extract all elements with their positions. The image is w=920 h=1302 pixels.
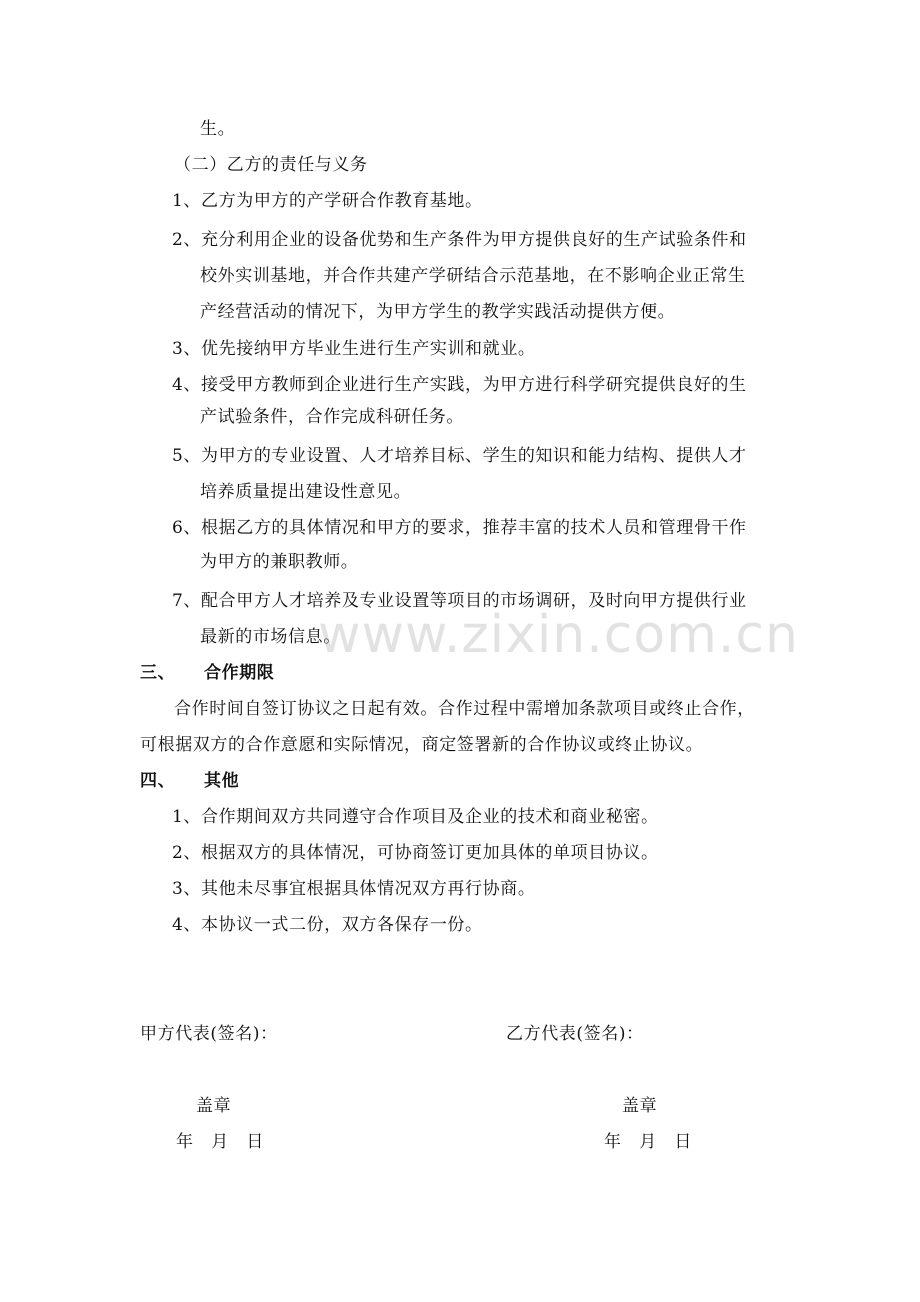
watermark: www.zixin.com.cn <box>318 605 799 665</box>
item-text-continued: 最新的市场信息。 <box>200 627 341 647</box>
list-item <box>172 842 659 864</box>
list-item <box>172 229 747 251</box>
item-text-continued: 为甲方的兼职教师。 <box>200 552 359 572</box>
party-b-seal-label: 盖章 <box>622 1096 658 1116</box>
item-number: 3、 <box>172 879 202 899</box>
item-number: 2、 <box>172 843 202 863</box>
party-b-signature-label: 乙方代表(签名)： <box>506 1024 644 1044</box>
item-number: 2、 <box>172 230 202 250</box>
item-text: 根据乙方的具体情况和甲方的要求，推荐丰富的技术人员和管理骨干作 <box>201 518 747 538</box>
item-text: 合作期间双方共同遵守合作项目及企业的技术和商业秘密。 <box>201 807 659 827</box>
item-number: 5、 <box>172 446 202 466</box>
section4-heading <box>140 770 239 792</box>
paragraph-line: 可根据双方的合作意愿和实际情况，商定签署新的合作协议或终止协议。 <box>140 735 704 755</box>
item-text: 配合甲方人才培养及专业设置等项目的市场调研，及时向甲方提供行业 <box>201 591 747 611</box>
section3-heading <box>140 662 274 684</box>
item-text: 充分利用企业的设备优势和生产条件为甲方提供良好的生产试验条件和 <box>201 230 747 250</box>
item-number: 7、 <box>172 591 202 611</box>
item-number: 6、 <box>172 518 202 538</box>
list-item <box>172 190 483 212</box>
party-b-date-label: 年 月 日 <box>604 1132 692 1152</box>
item-number: 1、 <box>172 807 202 827</box>
list-item <box>172 517 747 539</box>
item-text: 根据双方的具体情况，可协商签订更加具体的单项目协议。 <box>201 843 659 863</box>
section-number: 三、 <box>140 663 176 683</box>
paragraph-line: 合作时间自签订协议之日起有效。合作过程中需增加条款项目或终止合作， <box>174 699 755 719</box>
party-a-seal-label: 盖章 <box>196 1096 232 1116</box>
item-number: 4、 <box>172 915 202 935</box>
section-number: 四、 <box>140 771 176 791</box>
item-number: 3、 <box>172 339 202 359</box>
list-item <box>172 806 659 828</box>
item-text-continued: 产试验条件，合作完成科研任务。 <box>200 407 464 427</box>
section-title: 其他 <box>204 771 240 791</box>
party-a-signature-label: 甲方代表(签名)： <box>140 1024 278 1044</box>
list-item <box>172 878 535 900</box>
item-text: 接受甲方教师到企业进行生产实践，为甲方进行科学研究提供良好的生 <box>201 375 747 395</box>
item-text-continued: 校外实训基地，并合作共建产学研结合示范基地，在不影响企业正常生 <box>200 266 746 286</box>
item-text-continued: 产经营活动的情况下，为甲方学生的教学实践活动提供方便。 <box>200 302 676 322</box>
item-text: 为甲方的专业设置、人才培养目标、学生的知识和能力结构、提供人才 <box>201 446 747 466</box>
item-text: 其他未尽事宜根据具体情况双方再行协商。 <box>201 879 536 899</box>
party-a-date-label: 年 月 日 <box>176 1132 264 1152</box>
list-item <box>172 374 747 396</box>
continuation-text: 生。 <box>200 119 236 139</box>
section-title: 合作期限 <box>204 663 275 683</box>
item-text-continued: 培养质量提出建设性意见。 <box>200 482 412 502</box>
item-text: 优先接纳甲方毕业生进行生产实训和就业。 <box>201 339 536 359</box>
item-number: 4、 <box>172 375 202 395</box>
list-item <box>172 338 535 360</box>
item-text: 乙方为甲方的产学研合作教育基地。 <box>201 191 483 211</box>
section2-title: （二）乙方的责任与义务 <box>174 155 368 175</box>
list-item <box>172 445 747 467</box>
item-number: 1、 <box>172 191 202 211</box>
item-text: 本协议一式二份，双方各保存一份。 <box>201 915 483 935</box>
list-item <box>172 914 483 936</box>
